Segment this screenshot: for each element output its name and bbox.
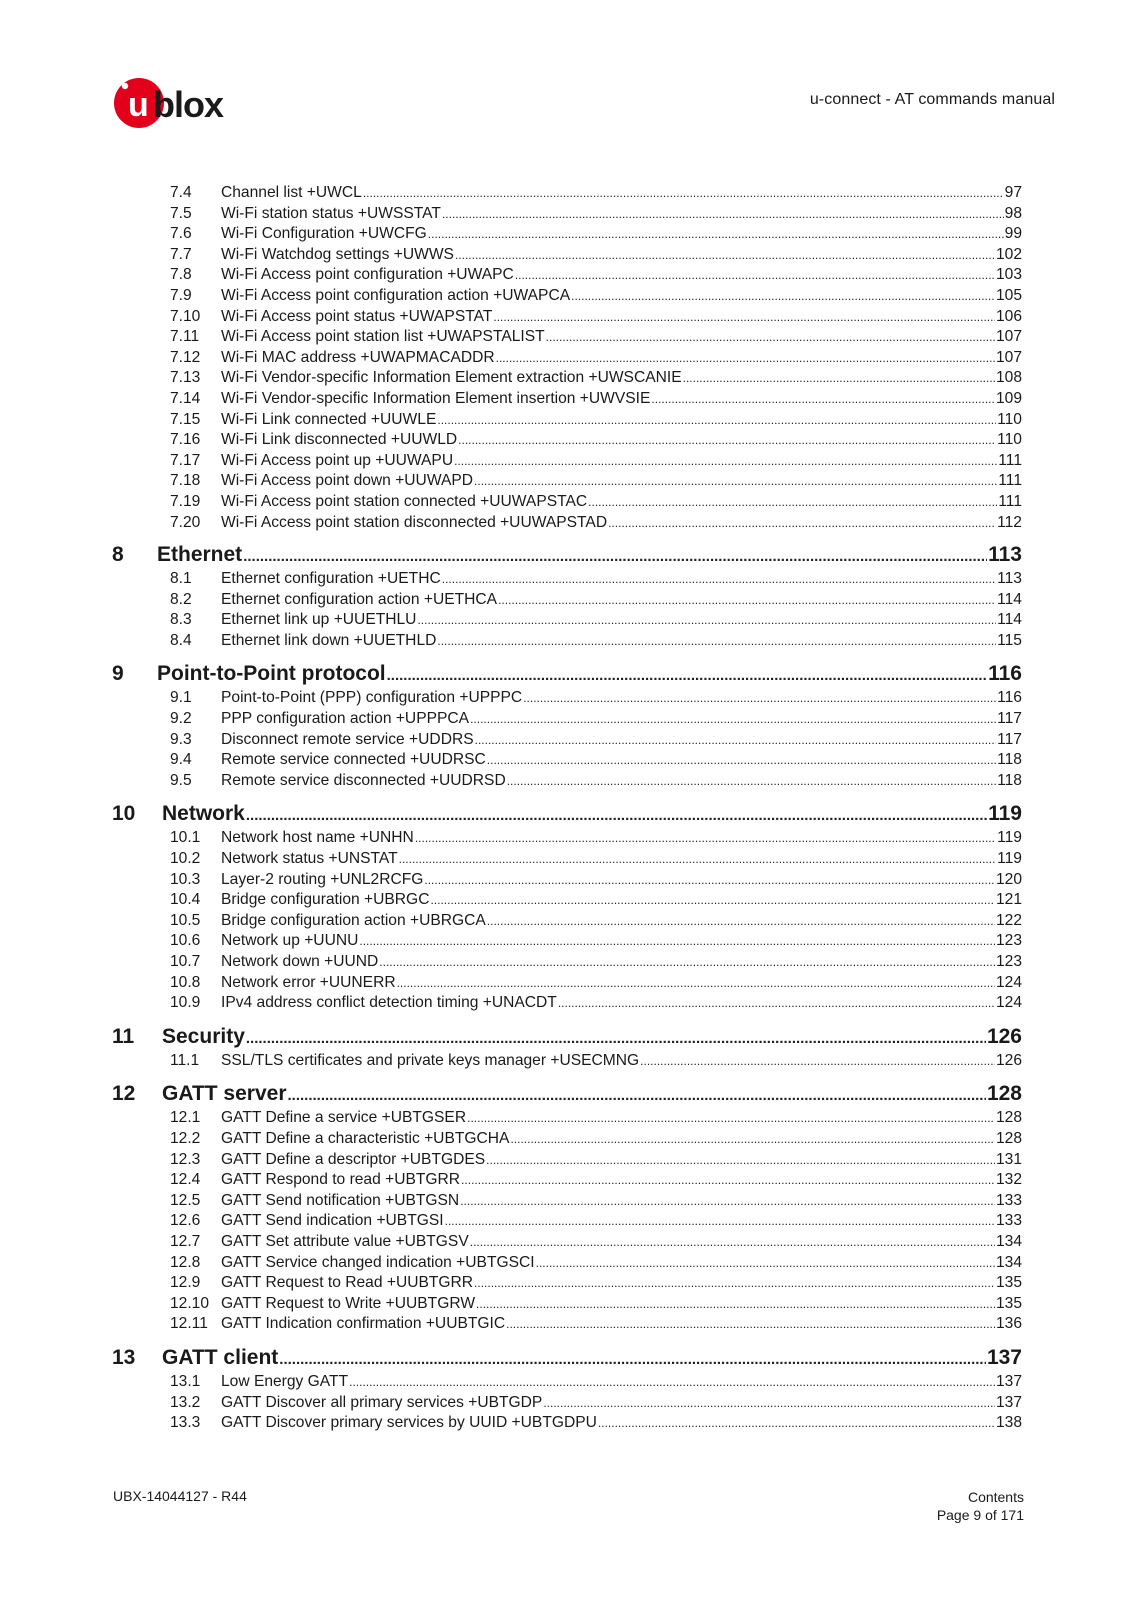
toc-subsection-entry[interactable]	[112, 974, 1022, 995]
svg-text:u: u	[128, 86, 149, 124]
toc-entry-page: 119	[997, 850, 1022, 868]
toc-entry-page: 133	[995, 1212, 1022, 1230]
toc-subsection-entry[interactable]	[112, 1295, 1022, 1316]
toc-entry-page: 128	[995, 1129, 1022, 1147]
toc-entry-title: Wi-Fi Link connected +UUWLE	[221, 410, 437, 428]
svg-text:blox: blox	[153, 84, 224, 125]
toc-entry-page: 116	[988, 662, 1022, 686]
toc-subsection-entry[interactable]	[112, 829, 1022, 850]
toc-subsection-entry[interactable]	[112, 953, 1022, 974]
toc-entry-page: 114	[997, 590, 1022, 608]
toc-entry-number: 11	[112, 1024, 135, 1048]
toc-dot-leader	[470, 712, 996, 726]
toc-entry-number: 10.1	[170, 829, 201, 847]
toc-entry-title: GATT Service changed indication +UBTGSCI	[221, 1253, 535, 1271]
toc-dot-leader	[246, 807, 987, 824]
toc-subsection-entry[interactable]	[112, 1052, 1022, 1073]
toc-entry-number: 7.6	[170, 225, 192, 243]
toc-section-entry[interactable]	[112, 1082, 1022, 1112]
toc-entry-number: 13.1	[170, 1372, 201, 1390]
toc-entry-page: 103	[995, 266, 1022, 284]
toc-entry-title: Wi-Fi Vendor-specific Information Element insertion +UWVSIE	[221, 389, 651, 407]
toc-entry-title: Wi-Fi Access point down +UUWAPD	[221, 472, 474, 490]
toc-subsection-entry[interactable]	[112, 1414, 1022, 1435]
toc-entry-title: Ethernet configuration +UETHC	[221, 570, 441, 588]
toc-entry-page: 102	[995, 245, 1022, 263]
toc-entry-page: 98	[1004, 204, 1022, 222]
toc-dot-leader	[474, 1276, 995, 1290]
toc-dot-leader	[683, 371, 995, 385]
toc-entry-page: 126	[995, 1051, 1022, 1069]
toc-entry-number: 13.2	[170, 1393, 201, 1411]
toc-entry-page: 131	[995, 1150, 1022, 1168]
toc-entry-title: Wi-Fi Access point up +UUWAPU	[221, 451, 454, 469]
toc-entry-number: 10.7	[170, 953, 201, 970]
toc-subsection-entry[interactable]	[112, 514, 1022, 535]
toc-entry-title: Wi-Fi Access point configuration +UWAPC	[221, 266, 514, 284]
toc-dot-leader	[496, 351, 995, 365]
toc-dot-leader	[536, 1256, 995, 1270]
toc-entry-page: 123	[995, 932, 1022, 950]
toc-entry-number: 10.8	[170, 973, 201, 991]
toc-entry-title: GATT Define a characteristic +UBTGCHA	[221, 1129, 510, 1147]
toc-entry-number: 12.10	[170, 1294, 210, 1312]
toc-entry-title: Remote service connected +UUDRSC	[221, 751, 486, 769]
toc-entry-page: 135	[995, 1294, 1022, 1312]
toc-dot-leader	[487, 753, 996, 767]
toc-dot-leader	[470, 1235, 995, 1249]
toc-dot-leader	[506, 1317, 995, 1331]
toc-entry-title: GATT Set attribute value +UBTGSV	[221, 1232, 469, 1250]
toc-entry-title: GATT Request to Write +UUBTGRW	[221, 1294, 476, 1312]
toc-entry-number: 7.7	[170, 245, 192, 263]
toc-entry-number: 9.5	[170, 771, 192, 789]
toc-entry-title: Wi-Fi Vendor-specific Information Element extraction +UWSCANIE	[221, 369, 682, 387]
toc-entry-number: 7.16	[170, 431, 201, 449]
toc-dot-leader	[397, 976, 995, 990]
toc-entry-number: 13.3	[170, 1414, 201, 1432]
toc-subsection-entry[interactable]	[112, 1373, 1022, 1394]
toc-entry-number: 7.10	[170, 307, 201, 325]
toc-entry-title: GATT Send indication +UBTGSI	[221, 1212, 444, 1230]
toc-entry-number: 7.8	[170, 266, 192, 284]
toc-subsection-entry[interactable]	[112, 891, 1022, 912]
toc-entry-page: 118	[997, 771, 1022, 789]
toc-entry-title: Wi-Fi Access point station disconnected +UUWAPSTAD	[221, 513, 608, 531]
toc-entry-number: 9.3	[170, 730, 192, 748]
toc-entry-number: 7.12	[170, 348, 201, 366]
toc-subsection-entry[interactable]	[112, 1233, 1022, 1254]
toc-entry-number: 7.15	[170, 410, 201, 428]
toc-entry-number: 12.11	[170, 1315, 208, 1333]
toc-entry-number: 9	[112, 662, 124, 686]
toc-dot-leader	[363, 186, 1004, 200]
toc-subsection-entry[interactable]	[112, 1171, 1022, 1192]
toc-dot-leader	[571, 289, 995, 303]
toc-entry-page: 128	[995, 1109, 1022, 1127]
toc-subsection-entry[interactable]	[112, 1192, 1022, 1213]
toc-dot-leader	[498, 593, 996, 607]
toc-entry-number: 9.2	[170, 710, 192, 728]
toc-entry-title: GATT client	[162, 1345, 279, 1369]
toc-entry-page: 128	[986, 1082, 1022, 1106]
toc-dot-leader	[430, 893, 995, 907]
toc-entry-page: 137	[995, 1393, 1022, 1411]
toc-entry-page: 122	[995, 911, 1022, 929]
toc-entry-title: Wi-Fi Configuration +UWCFG	[221, 225, 427, 243]
toc-subsection-entry[interactable]	[112, 1151, 1022, 1172]
toc-subsection-entry[interactable]	[112, 710, 1022, 731]
toc-entry-number: 12.1	[170, 1109, 201, 1127]
toc-subsection-entry[interactable]	[112, 751, 1022, 772]
toc-entry-page: 119	[997, 829, 1022, 847]
toc-entry-number: 10.2	[170, 850, 201, 868]
toc-entry-number: 9.4	[170, 751, 192, 769]
toc-entry-title: Point-to-Point protocol	[157, 662, 386, 686]
toc-dot-leader	[442, 572, 996, 586]
toc-dot-leader	[487, 914, 995, 928]
toc-subsection-entry[interactable]	[112, 570, 1022, 591]
toc-subsection-entry[interactable]	[112, 493, 1022, 514]
toc-entry-number: 7.17	[170, 451, 201, 469]
toc-dot-leader	[467, 1111, 995, 1125]
toc-dot-leader	[461, 1173, 995, 1187]
toc-entry-number: 12.3	[170, 1150, 201, 1168]
toc-entry-number: 10.5	[170, 911, 201, 929]
toc-entry-number: 12.5	[170, 1191, 201, 1209]
toc-entry-number: 8.4	[170, 631, 192, 649]
toc-dot-leader	[455, 248, 995, 262]
table-of-contents	[112, 184, 1022, 1435]
toc-entry-title: Bridge configuration +UBRGC	[221, 891, 430, 909]
toc-entry-page: 135	[995, 1274, 1022, 1292]
toc-entry-number: 12.6	[170, 1212, 201, 1230]
toc-subsection-entry[interactable]	[112, 850, 1022, 871]
toc-dot-leader	[454, 454, 997, 468]
toc-entry-page: 113	[997, 570, 1022, 588]
toc-entry-title: GATT Indication confirmation +UUBTGIC	[221, 1315, 506, 1333]
toc-entry-title: GATT Discover all primary services +UBTGDP	[221, 1393, 543, 1411]
toc-entry-title: Network error +UUNERR	[221, 973, 396, 991]
toc-entry-number: 10.3	[170, 870, 201, 888]
toc-entry-number: 12.9	[170, 1274, 201, 1292]
toc-entry-page: 110	[997, 410, 1022, 428]
toc-subsection-entry[interactable]	[112, 632, 1022, 653]
toc-section-entry[interactable]	[112, 1025, 1022, 1055]
toc-entry-page: 136	[995, 1315, 1022, 1333]
toc-dot-leader	[359, 934, 995, 948]
toc-subsection-entry[interactable]	[112, 611, 1022, 632]
toc-entry-title: GATT Discover primary services by UUID +UBTGDPU	[221, 1414, 597, 1432]
toc-dot-leader	[379, 955, 995, 969]
toc-dot-leader	[476, 1297, 995, 1311]
toc-dot-leader	[543, 1396, 995, 1410]
toc-entry-number: 10.6	[170, 932, 201, 950]
toc-entry-number: 13	[112, 1345, 136, 1369]
toc-entry-page: 97	[1004, 184, 1022, 201]
toc-dot-leader	[243, 548, 987, 565]
toc-dot-leader	[458, 433, 996, 447]
toc-entry-title: Network host name +UNHN	[221, 829, 414, 847]
toc-entry-title: Network	[162, 802, 245, 826]
toc-subsection-entry[interactable]	[112, 912, 1022, 933]
toc-entry-title: Wi-Fi Access point station connected +UUWAPSTAC	[221, 492, 588, 510]
toc-entry-title: GATT Respond to read +UBTGRR	[221, 1171, 461, 1189]
toc-entry-page: 109	[995, 389, 1022, 407]
toc-entry-number: 8.1	[170, 570, 192, 588]
toc-subsection-entry[interactable]	[112, 390, 1022, 411]
toc-subsection-entry[interactable]	[112, 1130, 1022, 1151]
toc-entry-title: Wi-Fi station status +UWSSTAT	[221, 204, 441, 222]
toc-subsection-entry[interactable]	[112, 205, 1022, 226]
toc-entry-title: GATT Define a service +UBTGSER	[221, 1109, 467, 1127]
toc-entry-title: GATT Send notification +UBTGSN	[221, 1191, 460, 1209]
toc-entry-title: Ethernet configuration action +UETHCA	[221, 590, 498, 608]
toc-entry-title: Low Energy GATT	[221, 1372, 349, 1390]
toc-subsection-entry[interactable]	[112, 246, 1022, 267]
toc-entry-title: Ethernet link down +UUETHLD	[221, 631, 437, 649]
toc-entry-number: 8.2	[170, 590, 192, 608]
toc-subsection-entry[interactable]	[112, 591, 1022, 612]
toc-entry-title: GATT server	[162, 1082, 287, 1106]
toc-entry-title: Security	[162, 1024, 245, 1048]
ublox-logo	[113, 76, 263, 130]
toc-entry-page: 124	[995, 973, 1022, 991]
toc-section-entry[interactable]	[112, 543, 1022, 573]
footer-page-info	[937, 1488, 1024, 1524]
toc-entry-page: 99	[1004, 225, 1022, 243]
toc-dot-leader	[417, 613, 996, 627]
toc-entry-page: 123	[995, 953, 1022, 970]
toc-entry-page: 134	[995, 1232, 1022, 1250]
toc-entry-number: 7.4	[170, 184, 192, 201]
toc-dot-leader	[515, 268, 995, 282]
toc-entry-page: 119	[988, 802, 1022, 826]
toc-entry-page: 113	[988, 543, 1022, 567]
toc-subsection-entry[interactable]	[112, 1274, 1022, 1295]
toc-dot-leader	[486, 1153, 995, 1167]
toc-dot-leader	[424, 873, 995, 887]
header-title: u-connect - AT commands manual	[809, 91, 1055, 108]
toc-entry-title: Wi-Fi MAC address +UWAPMACADDR	[221, 348, 495, 366]
toc-entry-page: 117	[997, 730, 1022, 748]
toc-dot-leader	[558, 996, 995, 1010]
toc-entry-page: 115	[997, 631, 1022, 649]
toc-entry-title: Layer-2 routing +UNL2RCFG	[221, 870, 424, 888]
toc-subsection-entry[interactable]	[112, 1109, 1022, 1130]
toc-subsection-entry[interactable]	[112, 266, 1022, 287]
toc-entry-title: Network up +UUNU	[221, 932, 359, 950]
toc-entry-title: Wi-Fi Watchdog settings +UWWS	[221, 245, 454, 263]
toc-entry-number: 11.1	[170, 1051, 200, 1069]
toc-entry-title: PPP configuration action +UPPPCA	[221, 710, 470, 728]
toc-subsection-entry[interactable]	[112, 369, 1022, 390]
footer-section: Contents	[967, 1489, 1024, 1505]
toc-entry-page: 132	[995, 1171, 1022, 1189]
toc-subsection-entry[interactable]	[112, 871, 1022, 892]
toc-subsection-entry[interactable]	[112, 772, 1022, 793]
toc-entry-title: Wi-Fi Access point configuration action +UWAPCA	[221, 286, 571, 304]
toc-entry-page: 121	[995, 891, 1022, 909]
toc-dot-leader	[428, 227, 1004, 241]
footer-page-number: Page 9 of 171	[936, 1507, 1024, 1523]
toc-entry-page: 134	[995, 1253, 1022, 1271]
toc-entry-page: 137	[986, 1345, 1022, 1369]
toc-subsection-entry[interactable]	[112, 328, 1022, 349]
toc-entry-page: 120	[995, 870, 1022, 888]
toc-entry-title: Disconnect remote service +UDDRS	[221, 730, 474, 748]
toc-entry-page: 105	[995, 286, 1022, 304]
toc-subsection-entry[interactable]	[112, 411, 1022, 432]
toc-entry-page: 138	[995, 1414, 1022, 1432]
toc-entry-page: 106	[995, 307, 1022, 325]
toc-subsection-entry[interactable]	[112, 308, 1022, 329]
toc-dot-leader	[640, 1054, 995, 1068]
toc-dot-leader	[651, 392, 995, 406]
toc-entry-number: 7.11	[170, 328, 200, 346]
footer-doc-id: UBX-14044127 - R44	[113, 1488, 247, 1504]
toc-entry-number: 12.7	[170, 1232, 201, 1250]
toc-entry-title: Channel list +UWCL	[221, 184, 362, 201]
toc-entry-title: Bridge configuration action +UBRGCA	[221, 911, 486, 929]
toc-entry-page: 137	[995, 1372, 1022, 1390]
toc-subsection-entry[interactable]	[112, 994, 1022, 1015]
toc-entry-page: 110	[997, 431, 1022, 449]
toc-dot-leader	[546, 330, 995, 344]
toc-dot-leader	[445, 1214, 995, 1228]
toc-subsection-entry[interactable]	[112, 431, 1022, 452]
toc-entry-title: Remote service disconnected +UUDRSD	[221, 771, 506, 789]
toc-dot-leader	[442, 207, 1004, 221]
toc-entry-title: Wi-Fi Access point status +UWAPSTAT	[221, 307, 493, 325]
toc-entry-title: Ethernet	[157, 543, 243, 567]
toc-entry-title: GATT Define a descriptor +UBTGDES	[221, 1150, 486, 1168]
toc-subsection-entry[interactable]	[112, 287, 1022, 308]
toc-entry-number: 7.14	[170, 389, 201, 407]
toc-dot-leader	[588, 495, 997, 509]
toc-entry-page: 112	[997, 513, 1022, 531]
toc-entry-page: 111	[998, 472, 1022, 490]
toc-dot-leader	[507, 774, 996, 788]
toc-dot-leader	[474, 474, 997, 488]
toc-entry-number: 7.13	[170, 369, 201, 387]
toc-dot-leader	[279, 1351, 986, 1368]
toc-dot-leader	[608, 516, 996, 530]
toc-entry-page: 108	[995, 369, 1022, 387]
toc-entry-title: Point-to-Point (PPP) configuration +UPPPC	[221, 689, 523, 707]
toc-dot-leader	[349, 1375, 995, 1389]
toc-entry-page: 124	[995, 994, 1022, 1012]
toc-dot-leader	[246, 1030, 986, 1047]
toc-entry-page: 116	[997, 689, 1022, 707]
toc-entry-number: 7.5	[170, 204, 192, 222]
toc-dot-leader	[523, 691, 996, 705]
toc-entry-number: 7.9	[170, 286, 192, 304]
toc-entry-title: IPv4 address conflict detection timing +UNACDT	[221, 994, 557, 1012]
toc-entry-page: 111	[998, 451, 1022, 469]
toc-subsection-entry[interactable]	[112, 472, 1022, 493]
toc-entry-page: 107	[995, 328, 1022, 346]
toc-dot-leader	[510, 1132, 995, 1146]
toc-dot-leader	[475, 733, 997, 747]
toc-dot-leader	[437, 413, 996, 427]
toc-dot-leader	[493, 310, 995, 324]
toc-subsection-entry[interactable]	[112, 689, 1022, 710]
toc-entry-number: 12	[112, 1082, 136, 1106]
toc-entry-title: Ethernet link up +UUETHLU	[221, 611, 417, 629]
toc-entry-number: 9.1	[170, 689, 192, 707]
toc-entry-number: 7.20	[170, 513, 201, 531]
toc-entry-number: 12.2	[170, 1129, 201, 1147]
toc-entry-title: Network down +UUND	[221, 953, 379, 970]
toc-entry-page: 107	[995, 348, 1022, 366]
toc-entry-page: 118	[997, 751, 1022, 769]
toc-dot-leader	[288, 1087, 986, 1104]
toc-dot-leader	[415, 831, 996, 845]
toc-dot-leader	[387, 667, 987, 684]
toc-entry-page: 126	[986, 1024, 1022, 1048]
toc-section-entry[interactable]	[112, 802, 1022, 832]
toc-dot-leader	[437, 634, 996, 648]
toc-entry-number: 12.8	[170, 1253, 201, 1271]
toc-entry-number: 8	[112, 543, 124, 567]
toc-subsection-entry[interactable]	[112, 1254, 1022, 1275]
toc-subsection-entry[interactable]	[112, 184, 1022, 205]
toc-entry-number: 10.9	[170, 994, 201, 1012]
toc-subsection-entry[interactable]	[112, 349, 1022, 370]
toc-dot-leader	[598, 1416, 995, 1430]
toc-entry-number: 8.3	[170, 611, 192, 629]
toc-entry-title: GATT Request to Read +UUBTGRR	[221, 1274, 474, 1292]
toc-entry-number: 7.19	[170, 492, 201, 510]
toc-section-entry[interactable]	[112, 662, 1022, 692]
toc-subsection-entry[interactable]	[112, 452, 1022, 473]
toc-entry-title: Wi-Fi Link disconnected +UUWLD	[221, 431, 458, 449]
toc-entry-page: 133	[995, 1191, 1022, 1209]
toc-entry-page: 111	[998, 492, 1022, 510]
toc-entry-title: Network status +UNSTAT	[221, 850, 398, 868]
toc-subsection-entry[interactable]	[112, 932, 1022, 953]
toc-entry-number: 10	[112, 802, 136, 826]
toc-entry-title: SSL/TLS certificates and private keys manager +USECMNG	[221, 1051, 640, 1069]
toc-entry-number: 12.4	[170, 1171, 201, 1189]
toc-entry-title: Wi-Fi Access point station list +UWAPSTALIST	[221, 328, 545, 346]
toc-subsection-entry[interactable]	[112, 1212, 1022, 1233]
toc-entry-number: 7.18	[170, 472, 201, 490]
toc-subsection-entry[interactable]	[112, 731, 1022, 752]
toc-subsection-entry[interactable]	[112, 225, 1022, 246]
toc-section-entry[interactable]	[112, 1346, 1022, 1376]
toc-subsection-entry[interactable]	[112, 1315, 1022, 1336]
toc-subsection-entry[interactable]	[112, 1394, 1022, 1415]
toc-dot-leader	[399, 852, 997, 866]
toc-entry-page: 117	[997, 710, 1022, 728]
toc-entry-number: 10.4	[170, 891, 201, 909]
toc-entry-page: 114	[997, 611, 1022, 629]
toc-dot-leader	[460, 1194, 995, 1208]
